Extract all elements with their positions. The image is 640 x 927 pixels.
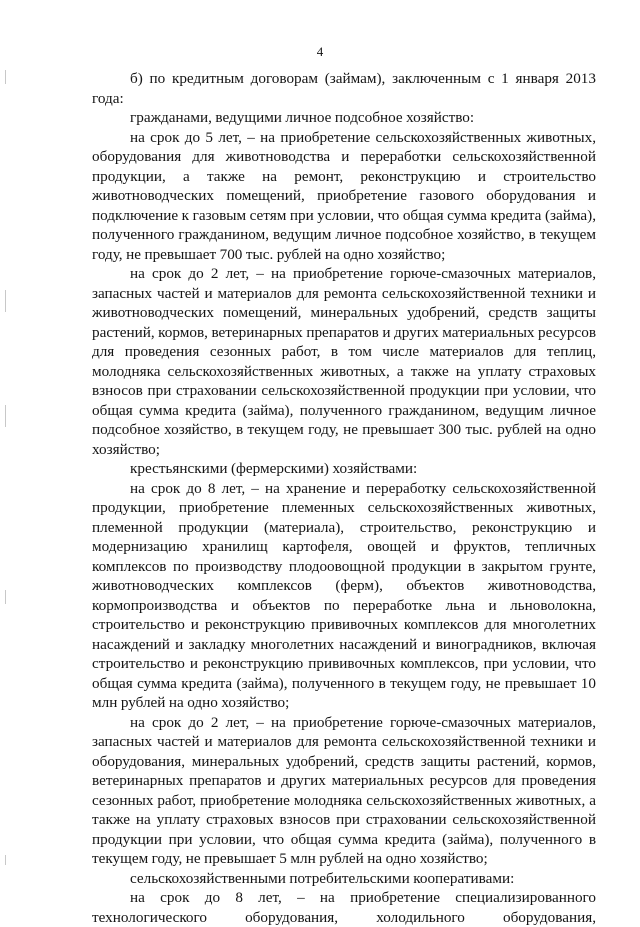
paragraph: на срок до 8 лет, – на хранение и переработку сельскохозяйственной продукции, приобретение племенных сельскохозяйственных животных, племенной продукции (материала), строительство, реконструкцию и модернизацию хранилищ картофеля, овощей и фруктов, тепличных комплексов по производству плодоовощной продукции в закрытом грунте, животноводческих комплексов (ферм), объектов животноводства, кормопроизводства и объектов по переработке льна и льноволокна, строительство и реконструкцию прививочных комплексов для многолетних насаждений и закладку многолетних насаждений и виноградников, включая строительство и реконструкцию прививочных комплексов, при условии, что общая сумма кредита (займа), полученного в текущем году, не превышает 10 млн рублей на одно хозяйство; <box>92 479 596 711</box>
paragraph: на срок до 2 лет, – на приобретение горюче-смазочных материалов, запасных частей и материалов для ремонта сельскохозяйственной техники и оборудования, минеральных удобрений, средств защиты растений, кормов, ветеринарных препаратов и других материальных ресурсов для проведения сезонных работ, приобретение молодняка сельскохозяйственных животных, а также на уплату страховых взносов при страховании сельскохозяйственной продукции при условии, что общая сумма кредита (займа), полученного в текущем году, не превышает 5 млн рублей на одно хозяйство; <box>92 713 596 867</box>
margin-mark <box>5 590 6 604</box>
margin-mark <box>5 855 6 865</box>
margin-mark <box>5 290 6 312</box>
margin-mark <box>5 405 6 427</box>
paragraph: гражданами, ведущими личное подсобное хозяйство: <box>130 109 475 126</box>
paragraph: на срок до 8 лет, – на приобретение специализированного технологического оборудования, холодильного оборудования, <box>92 889 596 926</box>
page-number: 4 <box>316 44 324 59</box>
document-body <box>92 69 596 927</box>
paragraph: на срок до 2 лет, – на приобретение горюче-смазочных материалов, запасных частей и материалов для ремонта сельскохозяйственной техники и животноводческих помещений, минеральных удобрений, средств защиты растений, кормов, ветеринарных препаратов и других материальных ресурсов для проведения сезонных работ, в том числе материалов для теплиц, молодняка сельскохозяйственных животных, а также на уплату страховых взносов при страховании сельскохозяйственной продукции при условии, что общая сумма кредита (займа), полученного гражданином, ведущим личное подсобное хозяйство, в текущем году, не превышает 300 тыс. рублей на одно хозяйство; <box>92 265 596 458</box>
paragraph: крестьянскими (фермерскими) хозяйствами: <box>130 460 418 477</box>
paragraph: на срок до 5 лет, – на приобретение сельскохозяйственных животных, оборудования для животноводства и переработки сельскохозяйственной продукции, а также на ремонт, реконструкцию и строительство животноводческих помещений, приобретение газового оборудования и подключение к газовым сетям при условии, что общая сумма кредита (займа), полученного гражданином, ведущим личное подсобное хозяйство, в текущем году, не превышает 700 тыс. рублей на одно хозяйство; <box>92 128 596 263</box>
margin-mark <box>5 70 6 84</box>
paragraph: б) по кредитным договорам (займам), заключенным с 1 января 2013 года: <box>92 70 596 107</box>
paragraph: сельскохозяйственными потребительскими кооперативами: <box>130 869 515 887</box>
